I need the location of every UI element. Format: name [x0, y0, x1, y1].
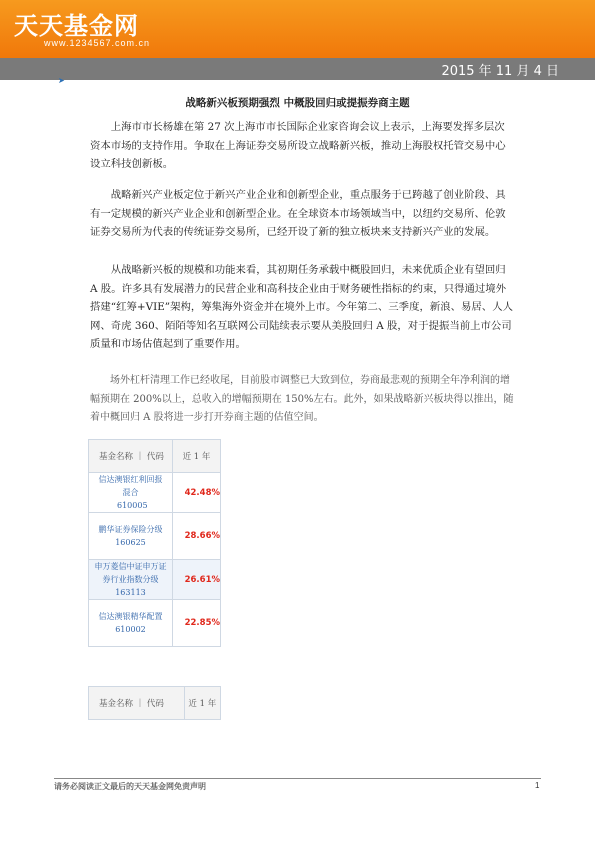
table-row[interactable] — [89, 600, 221, 647]
footer-disclaimer: 请务必阅读正文最后的天天基金网免责声明 — [54, 782, 206, 791]
fund-code: 610005 — [117, 501, 148, 510]
fund-name-link[interactable]: 信达澳银精华配置 — [98, 612, 163, 621]
paragraph-4: 场外杠杆清理工作已经收尾，目前股市调整已大致到位，券商最悲观的预期全年净利润的增幅预期在 200%以上，总收入的增幅预期在 150%左右。此外，如果战略新兴板块得以推出，随着中概回归 A 股将进一步打开券商主题的估值空间。 — [90, 375, 514, 423]
report-date: 2015 年 11 月 4 日 — [441, 64, 559, 79]
fund-table-header — [89, 440, 221, 473]
header-period: 近 1 年 — [173, 440, 221, 473]
fund-return: 42.48% — [173, 473, 221, 513]
site-url: www.1234567.com.cn — [44, 38, 151, 48]
page-number: 1 — [535, 781, 540, 790]
arrow-icon: ➤ — [58, 76, 65, 85]
fund-return: 28.66% — [173, 513, 221, 560]
fund-name-link[interactable]: 鹏华证券保险分级 — [98, 525, 163, 534]
header-fund-name: 基金名称 ｜ 代码 — [99, 699, 164, 709]
fund-name-link[interactable]: 信达澳银红利回报混合 — [98, 475, 163, 497]
header-fund-name: 基金名称 ｜ 代码 — [99, 452, 164, 462]
fund-code: 160625 — [115, 538, 146, 547]
fund-return: 22.85% — [173, 600, 221, 647]
fund-return: 26.61% — [173, 560, 221, 600]
table-row[interactable] — [89, 473, 221, 513]
table-row[interactable] — [89, 560, 221, 600]
fund-code: 163113 — [115, 588, 146, 597]
article-title: 战略新兴板预期强烈 中概股回归或提振券商主题 — [185, 97, 410, 109]
paragraph-1: 上海市市长杨雄在第 27 次上海市市长国际企业家咨询会议上表示，上海要发挥多层次资本市场的支持作用。争取在上海证券交易所设立战略新兴板，推动上海股权托管交易中心设立科技创新板。 — [90, 121, 506, 170]
fund-name-link[interactable]: 申万菱信中证申万证券行业指数分级 — [94, 562, 167, 584]
fund-code: 610002 — [115, 625, 146, 634]
paragraph-3: 从战略新兴板的规模和功能来看，其初期任务承载中概股回归，未来优质企业有望回归 A 股。许多具有发展潜力的民营企业和高科技企业由于财务硬性指标的约束，只得通过境外搭建“红筹+VIE”架构，筹集海外资金并在境外上市。今年第二、三季度，新浪、易居、人人网、奇虎 360、陌陌等知名互联网公司陆续表示要从美股回归 A 股，对于提振当前上市公司质量和市场估值起到了重要作用。 — [90, 264, 513, 350]
paragraph-2: 战略新兴产业板定位于新兴产业企业和创新型企业，重点服务于已跨越了创业阶段、具有一定规模的新兴产业企业和创新型企业。在全球资本市场领域当中，以纽约交易所、伦敦证券交易所为代表的传统证券交易所，已经开设了新的独立板块来支持新兴产业的发展。 — [90, 189, 506, 238]
fund-table-2-header — [89, 687, 221, 720]
table-row[interactable] — [89, 513, 221, 560]
fund-table-2 — [88, 686, 221, 720]
footer-divider — [54, 778, 541, 779]
header-period: 近 1 年 — [184, 687, 220, 720]
fund-table — [88, 439, 221, 647]
site-logo: 天天基金网 — [14, 12, 139, 40]
